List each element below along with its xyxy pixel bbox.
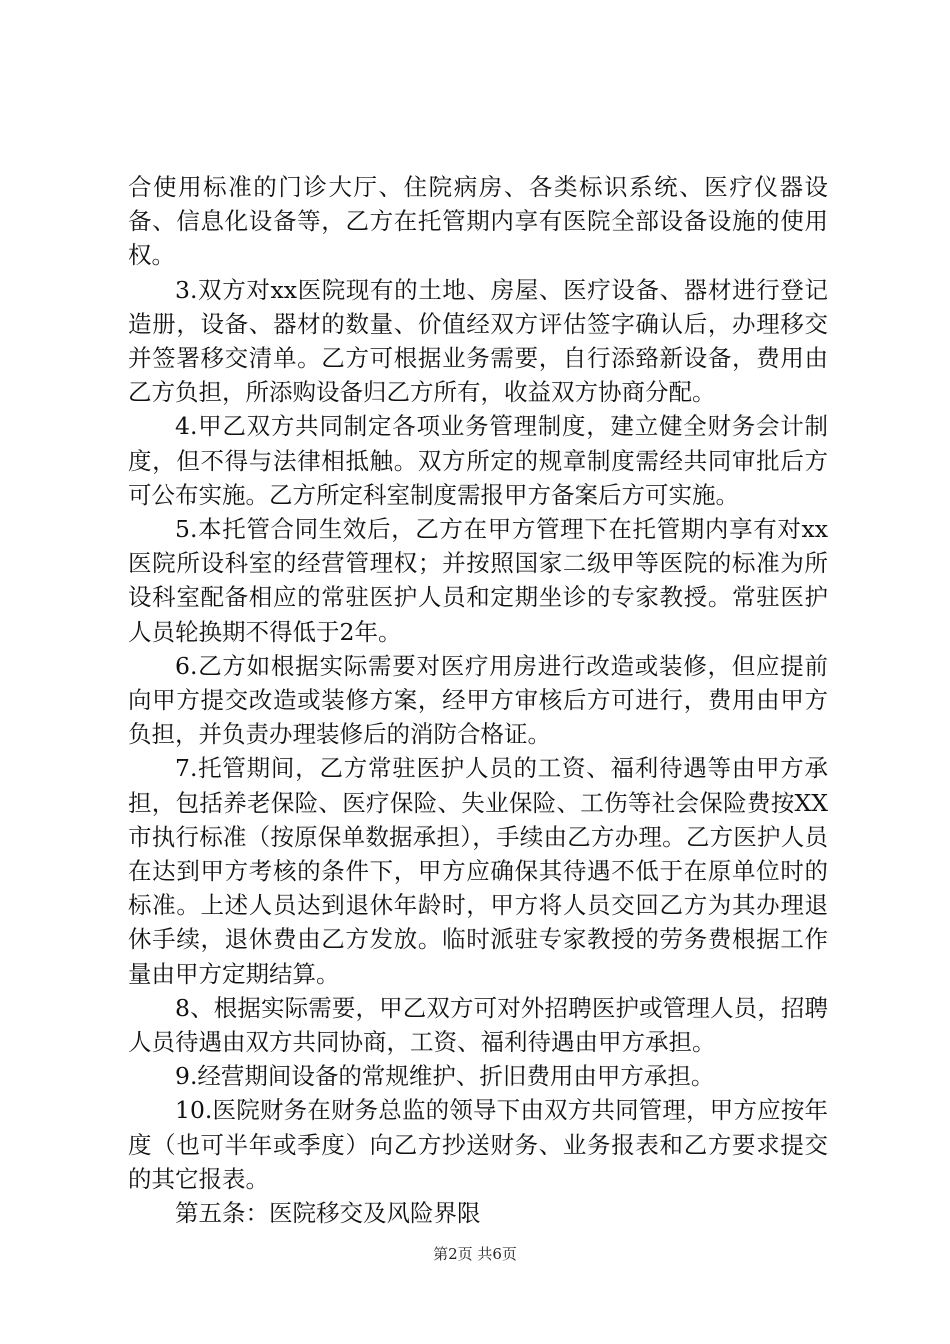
page-number-footer: 第2页 共6页 [433, 1245, 517, 1263]
paragraph-item-5: 5.本托管合同生效后，乙方在甲方管理下在托管期内享有对xx医院所设科室的经营管理权；并按照国家二级甲等医院的标准为所设科室配备相应的常驻医护人员和定期坐诊的专家教授。常驻医护人员轮换期不得低于2年。 [128, 515, 828, 646]
paragraph-item-3: 3.双方对xx医院现有的土地、房屋、医疗设备、器材进行登记造册，设备、器材的数量、价值经双方评估签字确认后，办理移交并签署移交清单。乙方可根据业务需要，自行添臵新设备，费用由乙方负担，所添购设备归乙方所有，收益双方协商分配。 [128, 275, 828, 407]
paragraph-item-9: 9.经营期间设备的常规维护、折旧费用由甲方承担。 [175, 1062, 715, 1091]
document-body [128, 170, 828, 1230]
section-heading: 第五条：医院移交及风险界限 [175, 1199, 481, 1228]
paragraph-item-4: 4.甲乙双方共同制定各项业务管理制度，建立健全财务会计制度，但不得与法律相抵触。双方所定的规章制度需经共同审批后方可公布实施。乙方所定科室制度需报甲方备案后方可实施。 [128, 412, 828, 509]
paragraph-item-8: 8、根据实际需要，甲乙双方可对外招聘医护或管理人员，招聘人员待遇由双方共同协商，工资、福利待遇由甲方承担。 [128, 993, 828, 1057]
paragraph-item-7: 7.托管期间，乙方常驻医护人员的工资、福利待遇等由甲方承担，包括养老保险、医疗保险、失业保险、工伤等社会保险费按XX市执行标准（按原保单数据承担），手续由乙方办理。乙方医护人员在达到甲方考核的条件下，甲方应确保其待遇不低于在原单位时的标准。上述人员达到退休年龄时，甲方将人员交回乙方为其办理退休手续，退休费由乙方发放。临时派驻专家教授的劳务费根据工作量由甲方定期结算。 [128, 754, 828, 988]
paragraph-item-6: 6.乙方如根据实际需要对医疗用房进行改造或装修，但应提前向甲方提交改造或装修方案，经甲方审核后方可进行，费用由甲方负担，并负责办理装修后的消防合格证。 [128, 651, 828, 749]
paragraph-continuation: 合使用标准的门诊大厅、住院病房、各类标识系统、医疗仪器设备、信息化设备等，乙方在托管期内享有医院全部设备设施的使用权。 [128, 173, 828, 270]
paragraph-item-10: 10.医院财务在财务总监的领导下由双方共同管理，甲方应按年度（也可半年或季度）向乙方抄送财务、业务报表和乙方要求提交的其它报表。 [128, 1096, 828, 1193]
